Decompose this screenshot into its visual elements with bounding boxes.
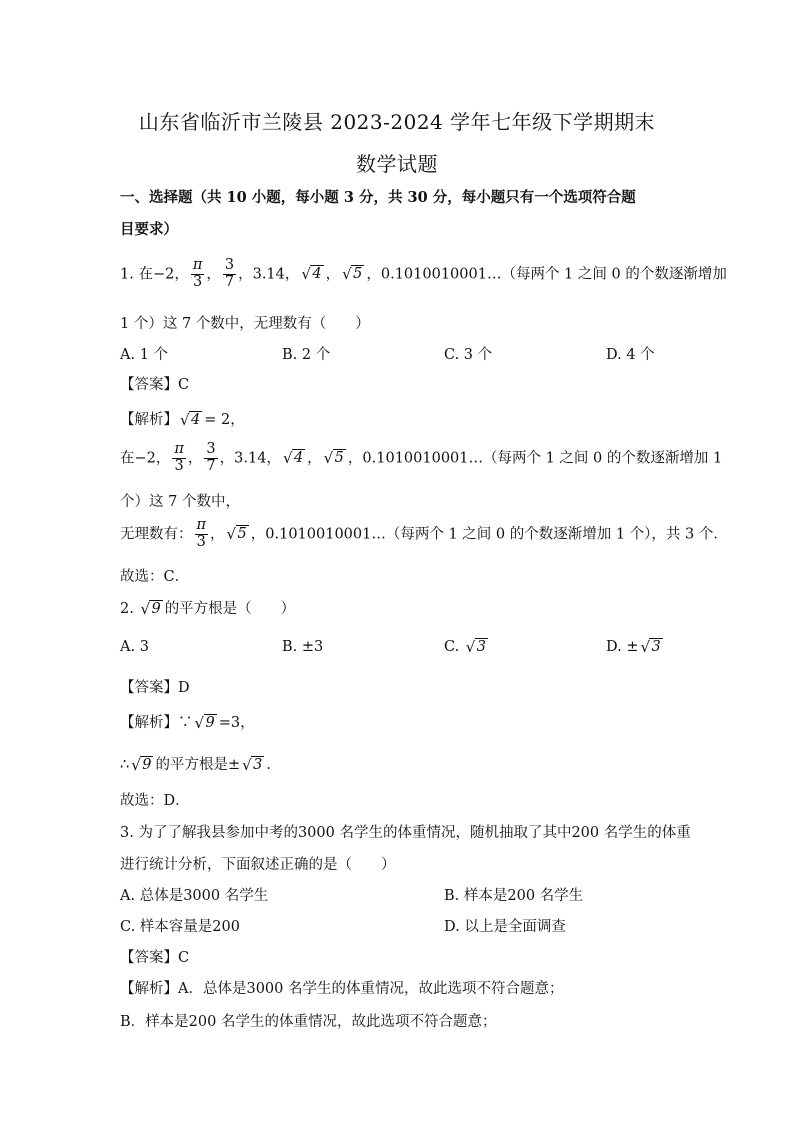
- q3-analysis-a: 【解析】A．总体是3000 名学生的体重情况，故此选项不符合题意；: [120, 981, 564, 997]
- document-title: 山东省临沂市兰陵县 2023-2024 学年七年级下学期期末: [138, 110, 656, 134]
- q1-answer: 【答案】C: [120, 377, 190, 393]
- fraction-3-over-7: $\frac{3}{7}$: [206, 441, 216, 474]
- fraction-pi-over-3: $\frac{\pi}{3}$: [196, 517, 207, 550]
- q1-option-a: A. 1 个: [120, 347, 169, 363]
- q2-analysis: 【解析】∵√ 9 =3，: [120, 711, 255, 732]
- q1-option-b: B. 2 个: [282, 347, 331, 363]
- q1-analysis: 【解析】√ 4 = 2，: [120, 408, 245, 429]
- document-subtitle: 数学试题: [356, 152, 438, 176]
- q2-answer: 【答案】D: [120, 680, 190, 696]
- sqrt-5: √ 5: [227, 526, 249, 542]
- q1-option-d: D. 4 个: [606, 347, 655, 363]
- question-3-stem-cont: 进行统计分析，下面叙述正确的是（ ）: [120, 857, 396, 873]
- sqrt-5: √ 5: [342, 266, 364, 282]
- question-2-stem: 2. √ 9 的平方根是（ ）: [120, 597, 295, 618]
- sqrt-9: √ 9: [140, 601, 162, 617]
- question-3-stem: 3. 为了了解我县参加中考的3000 名学生的体重情况，随机抽取了其中200 名学生的体重: [120, 825, 691, 841]
- sqrt-4: √ 4: [180, 412, 202, 428]
- sqrt-4: √ 4: [283, 450, 305, 466]
- q1-option-c: C. 3 个: [444, 347, 493, 363]
- question-1-stem-cont: 1 个）这 7 个数中，无理数有（ ）: [120, 316, 370, 332]
- q2-option-c: C. √ 3: [444, 639, 490, 655]
- q1-prefix: 1. 在−2，: [120, 266, 189, 283]
- q1-analysis-line: 个）这 7 个数中，: [120, 494, 240, 510]
- question-1-stem: 1. 在−2， $\frac{\pi}{3}$ ， $\frac{3}{7}$ ，3.14，√ 4 ，√ 5 ，0.1010010001…（每两个 1 之间 0 的个数逐渐增加: [120, 258, 727, 291]
- sqrt-3: √ 3: [466, 639, 488, 655]
- sqrt-9: √ 9: [131, 757, 153, 773]
- q2-option-b: B. ±3: [282, 639, 324, 655]
- q2-option-a: A. 3: [120, 639, 149, 655]
- q3-option-a: A. 总体是3000 名学生: [120, 888, 269, 904]
- fraction-3-over-7: $\frac{3}{7}$: [224, 257, 235, 290]
- q2-conclusion: 故选：D．: [120, 793, 190, 809]
- q3-option-d: D. 以上是全面调查: [444, 919, 566, 935]
- sqrt-3: √ 3: [242, 757, 264, 773]
- sqrt-4: √ 4: [301, 266, 323, 282]
- q2-option-d: D. ±√ 3: [606, 639, 665, 655]
- section-heading-cont: 目要求）: [120, 221, 178, 238]
- sqrt-9: √ 9: [195, 715, 217, 731]
- q1-conclusion: 故选：C．: [120, 569, 190, 585]
- sqrt-3: √ 3: [640, 639, 662, 655]
- sqrt-5: √ 5: [324, 450, 346, 466]
- q3-option-c: C. 样本容量是200: [120, 919, 240, 935]
- section-heading: 一、选择题（共 10 小题，每小题 3 分，共 30 分，每小题只有一个选项符合题: [120, 189, 636, 206]
- q3-option-b: B. 样本是200 名学生: [444, 888, 584, 904]
- q1-analysis-line: 无理数有： $\frac{\pi}{3}$ ，√ 5 ，0.1010010001…（每两个 1 之间 0 的个数逐渐增加 1 个），共 3 个．: [120, 518, 728, 551]
- q2-analysis-line: ∴√ 9 的平方根是±√ 3 ．: [120, 753, 281, 774]
- q3-analysis-b: B．样本是200 名学生的体重情况，故此选项不符合题意；: [120, 1014, 497, 1030]
- q3-answer: 【答案】C: [120, 950, 190, 966]
- fraction-pi-over-3: $\frac{\pi}{3}$: [192, 257, 203, 290]
- fraction-pi-over-3: $\frac{\pi}{3}$: [174, 441, 184, 474]
- q1-analysis-line: 在−2， $\frac{\pi}{3}$ ， $\frac{3}{7}$ ，3.14，√ 4 ，√ 5 ，0.1010010001…（每两个 1 之间 0 的个数逐渐增加 1: [120, 442, 722, 475]
